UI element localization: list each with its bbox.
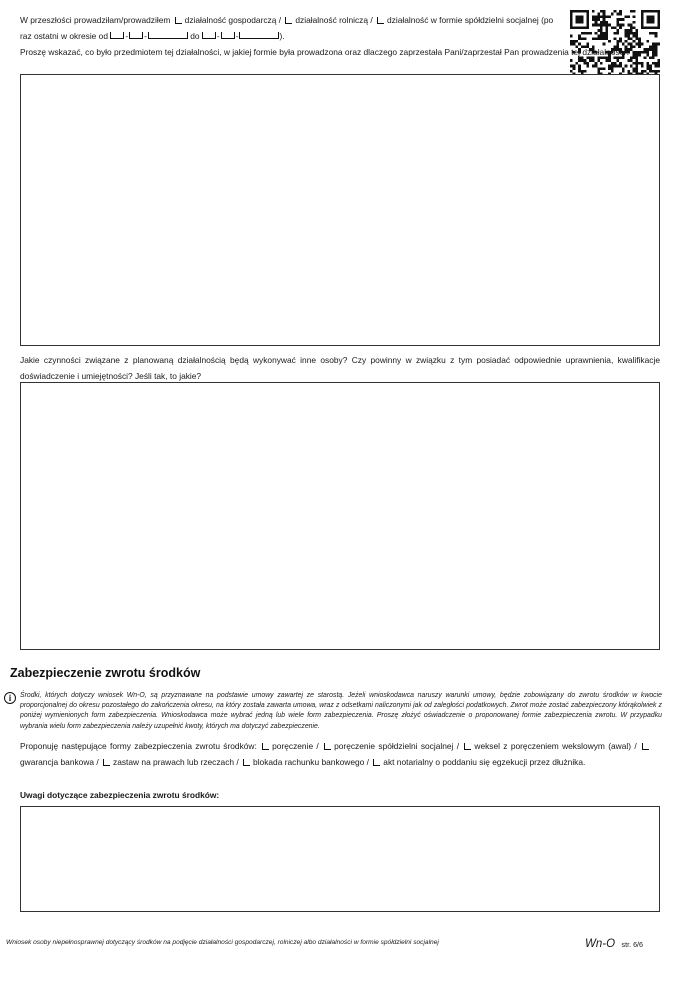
qr-module	[575, 40, 578, 43]
qr-module	[627, 15, 630, 18]
qr-module	[649, 26, 652, 29]
checkbox-gwarancja[interactable]	[642, 743, 649, 750]
checkbox-zastaw[interactable]	[103, 759, 110, 766]
qr-module	[597, 37, 600, 40]
date-separator: -	[235, 31, 239, 41]
qr-module	[605, 37, 608, 40]
qr-module	[570, 70, 573, 73]
qr-module	[614, 10, 617, 13]
qr-module	[630, 10, 633, 13]
date-to-year-field[interactable]	[239, 32, 279, 39]
qr-module	[605, 29, 608, 32]
qr-module	[578, 21, 581, 24]
qr-module	[641, 62, 644, 65]
checkbox-blokada[interactable]	[243, 759, 250, 766]
qr-module	[625, 35, 628, 38]
date-from-day-field[interactable]	[110, 32, 124, 39]
qr-module	[605, 24, 608, 27]
checkbox-spoldzielnia[interactable]	[377, 17, 384, 24]
qr-module	[600, 24, 603, 27]
security-remarks-label: Uwagi dotyczące zabezpieczenia zwrotu środków:	[20, 790, 220, 800]
qr-module	[635, 29, 638, 32]
security-forms-statement	[20, 738, 652, 770]
qr-module	[570, 65, 573, 68]
qr-module	[570, 21, 573, 24]
qr-module	[608, 65, 611, 68]
checkbox-poreczenie-spoldzielni[interactable]	[324, 743, 331, 750]
qr-module	[616, 18, 619, 21]
qr-module	[644, 70, 647, 73]
qr-module	[616, 21, 619, 24]
qr-module	[652, 18, 655, 21]
qr-module	[589, 32, 592, 35]
qr-module	[633, 35, 636, 38]
qr-module	[603, 37, 606, 40]
option-poreczenie-label: poręczenie /	[272, 741, 319, 751]
qr-module	[646, 62, 649, 65]
qr-module	[611, 70, 614, 73]
qr-module	[597, 18, 600, 21]
qr-module	[657, 21, 660, 24]
qr-module	[592, 10, 595, 13]
option-akt-notarialny-label: akt notarialny o poddaniu się egzekucji przez dłużnika.	[383, 757, 586, 767]
qr-module	[627, 29, 630, 32]
qr-module	[625, 29, 628, 32]
qr-module	[597, 15, 600, 18]
qr-module	[619, 13, 622, 16]
qr-module	[570, 24, 573, 27]
qr-module	[608, 24, 611, 27]
qr-module	[657, 24, 660, 27]
qr-module	[652, 26, 655, 29]
checkbox-gospodarcza[interactable]	[175, 17, 182, 24]
qr-module	[646, 26, 649, 29]
qr-module	[595, 24, 598, 27]
option-blokada-label: blokada rachunku bankowego /	[253, 757, 369, 767]
previous-activity-question: Proszę wskazać, co było przedmiotem tej działalności, w jakiej formie była prowadzona oraz dlaczego zaprzestała Pani/zaprzestał Pan prowadzenia tej działalności?	[20, 47, 631, 57]
qr-module	[641, 24, 644, 27]
period-end: ).	[279, 31, 285, 41]
qr-module	[619, 10, 622, 13]
qr-module	[635, 70, 638, 73]
date-separator: -	[125, 31, 129, 41]
qr-module	[584, 10, 587, 13]
qr-module	[646, 67, 649, 70]
qr-module	[635, 62, 638, 65]
option-poreczenie-spoldzielni-label: poręczenie spółdzielni socjalnej /	[334, 741, 460, 751]
section-title-security: Zabezpieczenie zwrotu środków	[10, 666, 201, 680]
security-forms-intro: Proponuję następujące formy zabezpieczenia zwrotu środków:	[20, 741, 257, 751]
qr-module	[600, 26, 603, 29]
qr-module	[657, 13, 660, 16]
date-separator: -	[216, 31, 220, 41]
qr-module	[578, 10, 581, 13]
qr-module	[603, 32, 606, 35]
qr-module	[603, 10, 606, 13]
qr-module	[592, 24, 595, 27]
qr-module	[595, 18, 598, 21]
qr-module	[649, 70, 652, 73]
qr-module	[644, 10, 647, 13]
qr-module	[575, 10, 578, 13]
qr-module	[603, 21, 606, 24]
qr-module	[595, 37, 598, 40]
checkbox-poreczenie[interactable]	[262, 743, 269, 750]
security-info-note: Środki, których dotyczy wniosek Wn-O, są przyznawane na podstawie umowy zawartej ze starostą. Jeżeli wnioskodawca naruszy warunki umowy, będzie zobowiązany do zwrotu środków w kwocie proporcjonalnej do okresu pozostałego do zakończenia okresu, na który została zawarta umowa, wraz z odsetkami naliczonymi jak od zaległości podatkowych. Zwrot może zostać zabezpieczony którąkolwiek z poniżej wymienionych form zabezpieczenia. Wnioskodawca może wybrać jedną lub wiele form zabezpieczenia. Proszę złożyć oświadczenie o proponowanej formie zabezpieczenia zwrotu. W przypadku wybrania wielu form zabezpieczenia należy uzupełnić kwoty, których ma dotyczyć zabezpieczenie.	[20, 692, 662, 730]
qr-module	[592, 65, 595, 68]
qr-module	[649, 18, 652, 21]
qr-module	[575, 26, 578, 29]
qr-module	[578, 15, 581, 18]
qr-module	[627, 32, 630, 35]
qr-module	[630, 32, 633, 35]
qr-module	[622, 67, 625, 70]
qr-module	[619, 65, 622, 68]
qr-module	[616, 32, 619, 35]
qr-module	[657, 70, 660, 73]
qr-module	[586, 15, 589, 18]
qr-module	[657, 18, 660, 21]
qr-module	[584, 26, 587, 29]
qr-module	[646, 18, 649, 21]
qr-module	[605, 35, 608, 38]
qr-module	[575, 15, 578, 18]
qr-module	[595, 15, 598, 18]
qr-module	[600, 32, 603, 35]
qr-module	[586, 10, 589, 13]
previous-activity-answer-box[interactable]	[20, 74, 660, 346]
qr-module	[616, 24, 619, 27]
qr-module	[641, 70, 644, 73]
qr-module	[649, 65, 652, 68]
qr-module	[614, 26, 617, 29]
qr-module	[619, 40, 622, 43]
previous-activity-statement	[20, 12, 570, 44]
qr-module	[641, 13, 644, 16]
qr-module	[625, 65, 628, 68]
qr-module	[614, 62, 617, 65]
qr-module	[625, 40, 628, 43]
option-spoldzielnia-label: działalność w formie spółdzielni socjalnej (po	[386, 15, 554, 25]
option-rolnicza-label: działalność rolniczą /	[295, 15, 373, 25]
date-to-day-field[interactable]	[202, 32, 216, 39]
qr-module	[633, 10, 636, 13]
qr-module	[638, 40, 641, 43]
qr-module	[614, 37, 617, 40]
qr-module	[581, 21, 584, 24]
qr-module	[619, 37, 622, 40]
qr-module	[627, 70, 630, 73]
qr-module	[600, 67, 603, 70]
qr-module	[600, 15, 603, 18]
qr-module	[635, 32, 638, 35]
qr-module	[644, 26, 647, 29]
qr-module	[655, 65, 658, 68]
option-gospodarcza-label: działalność gospodarczą /	[184, 15, 282, 25]
qr-module	[575, 62, 578, 65]
qr-module	[649, 15, 652, 18]
qr-module	[584, 37, 587, 40]
qr-module	[655, 62, 658, 65]
qr-module	[584, 32, 587, 35]
qr-module	[633, 67, 636, 70]
qr-module	[605, 26, 608, 29]
qr-module	[635, 65, 638, 68]
qr-module	[622, 24, 625, 27]
qr-module	[649, 10, 652, 13]
page-number: str. 6/6	[621, 940, 644, 949]
qr-module	[622, 18, 625, 21]
qr-module	[581, 26, 584, 29]
qr-module	[586, 24, 589, 27]
qr-module	[616, 40, 619, 43]
qr-module	[616, 29, 619, 32]
qr-module	[586, 13, 589, 16]
qr-module	[649, 32, 652, 35]
qr-module	[616, 13, 619, 16]
qr-module	[600, 37, 603, 40]
qr-module	[641, 15, 644, 18]
qr-module	[630, 65, 633, 68]
option-gwarancja-label: gwarancja bankowa /	[20, 757, 99, 767]
qr-module	[652, 10, 655, 13]
qr-module	[638, 37, 641, 40]
qr-module	[605, 15, 608, 18]
qr-module	[627, 37, 630, 40]
qr-module	[597, 29, 600, 32]
qr-module	[641, 21, 644, 24]
qr-module	[627, 35, 630, 38]
qr-module	[570, 35, 573, 38]
qr-module	[652, 15, 655, 18]
qr-module	[633, 62, 636, 65]
qr-module	[608, 40, 611, 43]
security-remarks-box[interactable]	[20, 806, 660, 912]
qr-module	[625, 15, 628, 18]
qr-module	[657, 65, 660, 68]
qr-module	[595, 21, 598, 24]
other-persons-question: Jakie czynności związane z planowaną działalnością będą wykonywać inne osoby? Czy powinny w związku z tym posiadać odpowiednie uprawnienia, kwalifikacje doświadczenie i umiejętności? Jeśli tak, to jakie?	[20, 355, 660, 381]
period-to-label: do	[190, 31, 200, 41]
qr-module	[592, 18, 595, 21]
qr-module	[655, 26, 658, 29]
qr-module	[605, 21, 608, 24]
qr-module	[600, 62, 603, 65]
qr-module	[573, 67, 576, 70]
qr-module	[605, 32, 608, 35]
qr-module	[575, 18, 578, 21]
qr-module	[630, 37, 633, 40]
period-intro: raz ostatni w okresie od	[20, 31, 108, 41]
qr-module	[641, 26, 644, 29]
qr-module	[603, 24, 606, 27]
qr-module	[652, 70, 655, 73]
qr-module	[652, 21, 655, 24]
qr-module	[630, 26, 633, 29]
qr-module	[657, 15, 660, 18]
form-code: Wn-O	[585, 938, 616, 950]
other-persons-answer-box[interactable]	[20, 382, 660, 650]
info-icon: i	[4, 692, 16, 704]
qr-module	[586, 65, 589, 68]
qr-module	[611, 13, 614, 16]
qr-module	[633, 70, 636, 73]
qr-module	[633, 15, 636, 18]
qr-module	[597, 35, 600, 38]
qr-module	[608, 67, 611, 70]
qr-module	[655, 32, 658, 35]
qr-module	[611, 62, 614, 65]
date-separator: -	[144, 31, 147, 41]
qr-module	[597, 70, 600, 73]
qr-module	[581, 32, 584, 35]
qr-module	[603, 13, 606, 16]
qr-module	[646, 40, 649, 43]
qr-module	[570, 18, 573, 21]
qr-module	[619, 24, 622, 27]
qr-module	[657, 26, 660, 29]
qr-module	[578, 35, 581, 38]
qr-module	[597, 67, 600, 70]
qr-module	[657, 62, 660, 65]
qr-module	[614, 65, 617, 68]
qr-module	[603, 35, 606, 38]
qr-module	[597, 13, 600, 16]
qr-module	[603, 67, 606, 70]
previous-activity-intro: W przeszłości prowadziłam/prowadziłem	[20, 15, 171, 25]
qr-module	[586, 26, 589, 29]
qr-module	[570, 15, 573, 18]
qr-module	[608, 15, 611, 18]
checkbox-rolnicza[interactable]	[285, 17, 292, 24]
qr-module	[597, 24, 600, 27]
qr-module	[646, 65, 649, 68]
checkbox-weksel[interactable]	[464, 743, 471, 750]
qr-module	[592, 15, 595, 18]
qr-module	[578, 70, 581, 73]
qr-module	[619, 18, 622, 21]
option-zastaw-label: zastaw na prawach lub rzeczach /	[113, 757, 239, 767]
qr-module	[630, 29, 633, 32]
qr-module	[570, 13, 573, 16]
qr-module	[592, 37, 595, 40]
qr-module	[641, 65, 644, 68]
option-weksel-label: weksel z poręczeniem wekslowym (awal) /	[474, 741, 637, 751]
qr-module	[600, 21, 603, 24]
qr-module	[603, 15, 606, 18]
qr-module	[655, 70, 658, 73]
qr-module	[578, 18, 581, 21]
qr-module	[627, 24, 630, 27]
qr-module	[638, 62, 641, 65]
qr-module	[573, 26, 576, 29]
qr-module	[649, 21, 652, 24]
qr-module	[649, 67, 652, 70]
qr-module	[622, 70, 625, 73]
qr-module	[655, 10, 658, 13]
qr-module	[600, 35, 603, 38]
qr-module	[630, 24, 633, 27]
qr-module	[633, 32, 636, 35]
qr-module	[616, 65, 619, 68]
qr-module	[581, 18, 584, 21]
qr-module	[586, 21, 589, 24]
qr-module	[635, 37, 638, 40]
qr-module	[573, 65, 576, 68]
qr-module	[646, 21, 649, 24]
qr-module	[652, 62, 655, 65]
qr-module	[625, 32, 628, 35]
qr-module	[595, 62, 598, 65]
qr-module	[633, 26, 636, 29]
qr-module	[646, 10, 649, 13]
qr-module	[595, 32, 598, 35]
qr-module	[641, 10, 644, 13]
qr-module	[600, 10, 603, 13]
date-from-year-field[interactable]	[148, 32, 188, 39]
qr-module	[635, 67, 638, 70]
qr-module	[614, 32, 617, 35]
qr-module	[575, 21, 578, 24]
qr-module	[578, 65, 581, 68]
checkbox-akt-notarialny[interactable]	[373, 759, 380, 766]
qr-module	[578, 37, 581, 40]
date-to-month-field[interactable]	[221, 32, 235, 39]
qr-module	[581, 10, 584, 13]
qr-module	[570, 40, 573, 43]
qr-module	[586, 18, 589, 21]
qr-module	[586, 62, 589, 65]
qr-module	[635, 35, 638, 38]
qr-module	[578, 67, 581, 70]
qr-module	[619, 62, 622, 65]
qr-module	[657, 10, 660, 13]
qr-module	[573, 10, 576, 13]
footer-description: Wniosek osoby niepełnosprawnej dotyczący środków na podjęcie działalności gospodarczej, rolniczej albo działalności w formie spółdzielni socjalnej	[6, 939, 439, 946]
qr-module	[586, 32, 589, 35]
qr-module	[581, 15, 584, 18]
date-from-month-field[interactable]	[129, 32, 143, 39]
qr-module	[584, 62, 587, 65]
qr-module	[652, 32, 655, 35]
qr-module	[581, 70, 584, 73]
qr-module	[611, 65, 614, 68]
qr-module	[600, 29, 603, 32]
qr-module	[578, 26, 581, 29]
qr-module	[570, 26, 573, 29]
qr-module	[633, 40, 636, 43]
qr-module	[646, 15, 649, 18]
qr-module	[611, 26, 614, 29]
qr-module	[570, 10, 573, 13]
qr-module	[584, 70, 587, 73]
qr-module	[595, 65, 598, 68]
qr-module	[655, 35, 658, 38]
qr-module	[641, 18, 644, 21]
qr-module	[611, 67, 614, 70]
qr-module	[573, 40, 576, 43]
qr-module	[581, 37, 584, 40]
qr-module	[603, 18, 606, 21]
qr-module	[633, 21, 636, 24]
qr-module	[619, 26, 622, 29]
footer-form-id	[585, 934, 643, 952]
